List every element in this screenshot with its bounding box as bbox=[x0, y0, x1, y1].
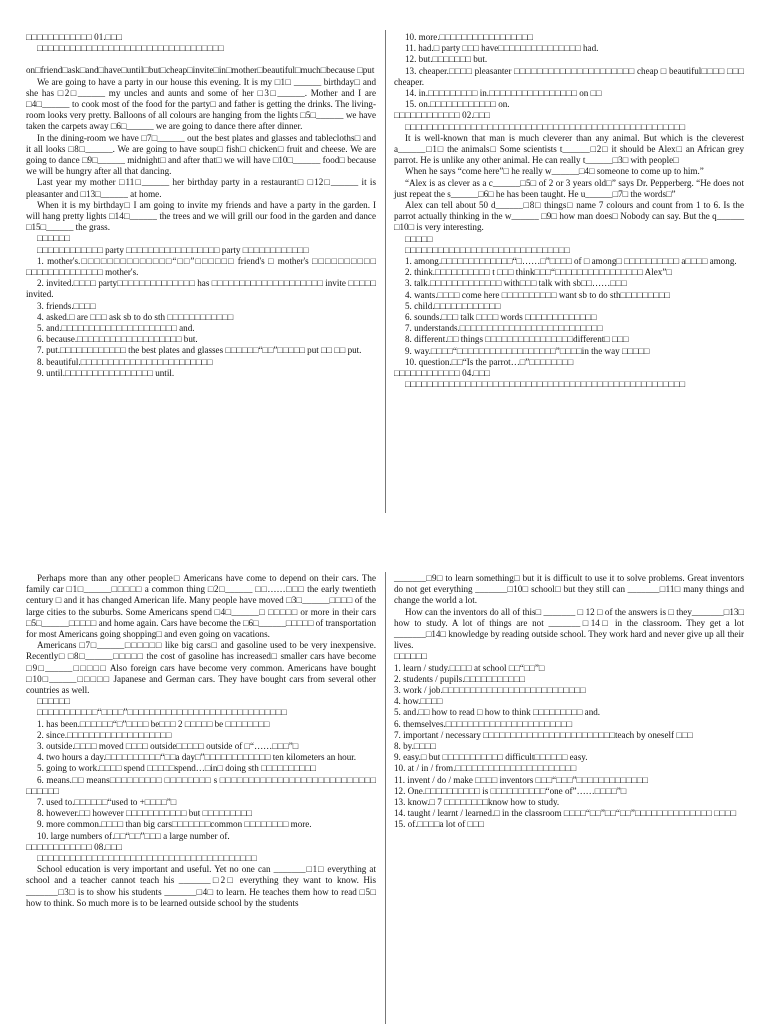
paragraph: □□□□□□ bbox=[37, 696, 70, 707]
bottom-right-column bbox=[394, 573, 744, 1024]
paragraph: 7. used to.□□□□□□“used to +□□□□”□ bbox=[37, 797, 177, 808]
paragraph: We are going to have a party in our house this evening. It is my □1□ ______ birthday□ and she has □2□______ my uncles and aunts and some of her □3□______. Mother and I are □4□______ to cook most of the food for the party□ and father is getting the drinks. The living-room looks very pretty. Balloons of all colours are hanging from the lights □5□______ we have taken the carpets away □6□______ we are going to dance there after dinner. bbox=[26, 76, 376, 132]
paragraph: 12. but.□□□□□□□ but. bbox=[405, 54, 488, 65]
paragraph: 6. because.□□□□□□□□□□□□□□□□□□□ but. bbox=[37, 334, 198, 345]
paragraph: 2. students / pupils.□□□□□□□□□□□ bbox=[394, 673, 525, 684]
paragraph: □□□□□□□□□□□□ party □□□□□□□□□□□□□□□□□ party □□□□□□□□□□□□ bbox=[37, 244, 309, 255]
paragraph: 9. more common.□□□□ than big cars□□□□□□□common □□□□□□□□ more. bbox=[37, 819, 312, 830]
paragraph: 7. important / necessary □□□□□□□□□□□□□□□□□□□□□□□□teach by oneself □□□ bbox=[394, 729, 693, 740]
paragraph: 10. more.□□□□□□□□□□□□□□□□□ bbox=[405, 32, 533, 42]
paragraph: □□□□□□□□□□□□ 08.□□□ bbox=[26, 841, 123, 852]
paragraph: School education is very important and useful. Yet no one can _______□1□ everything at school and a teacher cannot teach his _______□2□ everything they want to know. His _______□3□ is to show his students _______□4□ to learn. He teaches them how to read □5□ how to think. So much more is to be learned outside school by the students bbox=[26, 864, 376, 908]
paragraph: In the dining-room we have □7□______ out the best plates and glasses and tablecloths□ and it all looks □8□______. We are going to have soup□ fish□ chicken□ fruit and cheese. We are going to dance □9□______ midnight□ and after that□ we will have □10□______ food□ because we will be hungry after all that dancing. bbox=[26, 132, 376, 177]
paragraph: 4. two hours a day.□□□□□□□□□□“□□a day□”□□□□□□□□□□□□ ten kilometers an hour. bbox=[37, 752, 357, 763]
top-right-column bbox=[394, 32, 744, 512]
paragraph: When it is my birthday□ I am going to invite my friends and have a party in the garden. I will hang pretty lights □14□______ the trees and we will grill our food in the garden and dance □15□______ the grass. bbox=[26, 199, 376, 233]
paragraph: 1. among.□□□□□□□□□□□□□“□……□”□□□□ of □ among□ □□□□□□□□□□ a□□□□ among. bbox=[405, 256, 737, 267]
paragraph: Alex can tell about 50 d______□8□ things□ name 7 colours and count from 1 to 6. Is the parrot actually thinking in the w______ □9□ how man does□ Nobody can say. But the q______ □10□ is very interesting. bbox=[394, 200, 744, 233]
paragraph bbox=[26, 54, 376, 65]
paragraph: □□□□□□□□□□□□□□□□□□□□□□□□□□□□□□□□□□ bbox=[37, 43, 224, 54]
paragraph: 6. means.□□ means□□□□□□□□□ □□□□□□□□ s □□□□□□□□□□□□□□□□□□□□□□□□□□□ □□□□□□ bbox=[26, 774, 376, 796]
paragraph: How can the inventors do all of this□ _______ □ 12 □ of the answers is □ they_______□13□ how to study. A lot of things are not _______□14□ in the classroom. They get a lot _______□14□ knowledge by reading outside school. They work hard and never give up all their lives. bbox=[394, 606, 744, 651]
paragraph: _______□9□ to learn something□ but it is difficult to use it to solve problems. Great inventors do not get everything _______□10□ school□ but they still can _______□11□ many things and change the world a lot. bbox=[394, 573, 744, 606]
paragraph: 14. taught / learnt / learned.□ in the classroom □□□□“□□”□□“□□”□□□□□□□□□□□□□□ □□□□ bbox=[394, 808, 737, 819]
paragraph: 11. invent / do / make □□□□ inventors □□□“□□□”□□□□□□□□□□□□□ bbox=[394, 774, 649, 785]
paragraph: □□□□□□□□□□□□□□□□□□□□□□□□□□□□□□□□□□□□□□□□ bbox=[37, 853, 257, 864]
paragraph: 2. since.□□□□□□□□□□□□□□□□□□□ bbox=[37, 729, 172, 740]
paragraph: 2. invited.□□□□ party□□□□□□□□□□□□□□ has □□□□□□□□□□□□□□□□□□□□ invite □□□□□ invited. bbox=[26, 278, 376, 300]
paragraph: 3. outside.□□□□ moved □□□□ outside□□□□□ outside of □“……□□□”□ bbox=[37, 741, 299, 752]
paragraph: 9. until.□□□□□□□□□□□□□□□□ until. bbox=[37, 367, 175, 378]
bottom-left-column bbox=[26, 573, 376, 1024]
paragraph: 5. and.□□□□□□□□□□□□□□□□□□□□□ and. bbox=[37, 323, 195, 334]
paragraph: □□□□□□ bbox=[37, 233, 70, 244]
paragraph: □□□□□□□□□□□□ 01.□□□ bbox=[26, 32, 123, 42]
paragraph: 3. friends.□□□□ bbox=[37, 300, 96, 311]
paragraph: Americans □7□______□□□□□□ like big cars□ and gasoline used to be very inexpensive. Recently□ □8□______□□□□□ the cost of gasoline has increased□ smaller cars have become □9□______□□□□□ Also foreign cars have become very common. Americans have bought □10□______□□□□□ Japanese and German cars. They have bought cars from several other countries as well. bbox=[26, 640, 376, 696]
paragraph: 7. put.□□□□□□□□□□□□ the best plates and glasses □□□□□□“□□”□□□□□ put □□ □□ put. bbox=[37, 345, 362, 356]
paragraph: “Alex is as clever as a c______□5□ of 2 or 3 years old□” says Dr. Pepperberg. “He does not just repeat the s______□6□ he has been taught. He u______□7□ the words□” bbox=[394, 177, 744, 199]
paragraph: 13. know.□ 7 □□□□□□□□know how to study. bbox=[394, 797, 560, 808]
paragraph: 9. way.□□□□“□□□□□□□□□□□□□□□□□□”□□□□in the way □□□□□ bbox=[405, 345, 650, 356]
paragraph: 1. learn / study.□□□□ at school □□“□□”□ bbox=[394, 662, 545, 673]
top-left-column bbox=[26, 32, 376, 512]
paragraph: □□□□□□□□□□□□ 04.□□□ bbox=[394, 368, 491, 379]
paragraph: 1. mother's.□□□□□□□□□□□□□□“□□”□□□□□□ friend's □ mother's □□□□□□□□□□ □□□□□□□□□□□□□□ mother's. bbox=[26, 255, 376, 278]
paragraph: 1. has been.□□□□□□“□”□□□□ be□□□ 2 □□□□□ be □□□□□□□□ bbox=[37, 718, 270, 729]
paragraph: 8. different.□□ things □□□□□□□□□□□□□□□□different□ □□□ bbox=[405, 334, 629, 345]
paragraph: □□□□□□□□□□□“□□□□”□□□□□□□□□□□□□□□□□□□□□□□□□□□□□ bbox=[37, 707, 287, 718]
paragraph: □□□□□□□□□□□□□□□□□□□□□□□□□□□□□□□□□□□□□□□□□□□□□□□□□□□ bbox=[405, 121, 686, 132]
paragraph: □□□□□ bbox=[405, 233, 433, 244]
paragraph: 3. talk.□□□□□□□□□□□□□ with□□□ talk with sb□□……□□□ bbox=[405, 278, 627, 289]
paragraph: □□□□□□ bbox=[394, 651, 427, 662]
paragraph: Last year my mother □11□______ her birthday party in a restaurant□ □12□______ it is pleasanter and □13□______ at home. bbox=[26, 177, 376, 199]
paragraph: 5. going to work.□□□□ spend □□□□□spend…□in□ doing sth □□□□□□□□□□ bbox=[37, 763, 317, 774]
paragraph: 10. at / in / from.□□□□□□□□□□□□□□□□□□□□□□ bbox=[394, 763, 577, 774]
paragraph: □□□□□□□□□□□□□□□□□□□□□□□□□□□□□□ bbox=[405, 244, 570, 255]
paragraph: 6. sounds.□□□ talk □□□□ words □□□□□□□□□□□□□ bbox=[405, 312, 597, 323]
paragraph: 3. work / job.□□□□□□□□□□□□□□□□□□□□□□□□□□ bbox=[394, 685, 586, 696]
paragraph: 5. and.□□ how to read □ how to think □□□□□□□□□ and. bbox=[394, 707, 601, 718]
paragraph: 11. had.□ party □□□ have□□□□□□□□□□□□□□□ had. bbox=[405, 43, 599, 54]
column-divider-bottom bbox=[385, 572, 386, 1024]
paragraph: 13. cheaper.□□□□ pleasanter □□□□□□□□□□□□□□□□□□□□□ cheap □ beautiful□□□□ □□□ cheaper. bbox=[394, 65, 744, 87]
paragraph: 15. of.□□□□a lot of □□□ bbox=[394, 819, 484, 830]
paragraph: 4. wants.□□□□ come here □□□□□□□□□□ want sb to do sth□□□□□□□□□ bbox=[405, 289, 670, 300]
paragraph: Perhaps more than any other people□ Americans have come to depend on their cars. The family car □1□______□□□□□ a common thing □2□______ □□……□□□ the early twentieth century □ and it has changed American life. Many people have moved □3□______□□□□ of the large cities to the suburbs. Some Americans spend □4□______□ □□□□□ or more in their cars □5□______□□□□□ and home again. Cars have become the □6□______□□□□□ of transportation for most Americans going shopping□ and even going on vacations. bbox=[26, 573, 376, 640]
paragraph: 10. question.□□“Is the parrot…□”□□□□□□□□ bbox=[405, 356, 574, 367]
paragraph: It is well-known that man is much cleverer than any animal. But which is the cleverest a______□1□ the animals□ Some scientists t______□2□ it should be Alex□ an African grey parrot. He is unlike any other animal. He can really t______□3□ with people□ bbox=[394, 132, 744, 166]
paragraph: 9. easy.□ but □□□□□□□□□□□ difficult□□□□□□ easy. bbox=[394, 752, 588, 763]
paragraph: 14. in.□□□□□□□□□ in.□□□□□□□□□□□□□□□□ on □□ bbox=[405, 88, 602, 99]
paragraph: 8. by.□□□□ bbox=[394, 741, 436, 752]
paragraph: 7. understands.□□□□□□□□□□□□□□□□□□□□□□□□□□ bbox=[405, 323, 603, 334]
column-divider-top bbox=[385, 30, 386, 513]
paragraph: 12. One.□□□□□□□□□□ is □□□□□□□□□□“one of”……□□□□”□ bbox=[394, 785, 627, 796]
paragraph: 10. large numbers of.□□“□□”□□□ a large number of. bbox=[37, 830, 230, 841]
paragraph: When he says “come here”□ he really w______□4□ someone to come up to him.” bbox=[405, 166, 704, 177]
paragraph: 4. asked.□ are □□□ ask sb to do sth □□□□□□□□□□□□ bbox=[37, 311, 234, 322]
paragraph: □□□□□□□□□□□□□□□□□□□□□□□□□□□□□□□□□□□□□□□□□□□□□□□□□□□ bbox=[405, 379, 686, 390]
paragraph: 8. however.□□ however □□□□□□□□□□□ but □□□□□□□□□ bbox=[37, 808, 253, 819]
paragraph: 15. on.□□□□□□□□□□□□ on. bbox=[405, 99, 510, 110]
paragraph: 4. how.□□□□ bbox=[394, 696, 443, 707]
paragraph: on□friend□ask□and□have□until□but□cheap□invite□in□mother□beautiful□much□because □put bbox=[26, 65, 375, 76]
paragraph: 8. beautiful.□□□□□□□□□□□□□□□□□□□□□□□□ bbox=[37, 356, 213, 367]
paragraph: 6. themselves.□□□□□□□□□□□□□□□□□□□□□□□ bbox=[394, 718, 573, 729]
paragraph: 5. child.□□□□□□□□□□□□ bbox=[405, 300, 501, 311]
paragraph: 2. think.□□□□□□□□□□ t □□□ think□□□“□□□□□□□□□□□□□□□□ Alex”□ bbox=[405, 267, 672, 278]
paragraph: □□□□□□□□□□□□ 02.□□□ bbox=[394, 110, 491, 121]
